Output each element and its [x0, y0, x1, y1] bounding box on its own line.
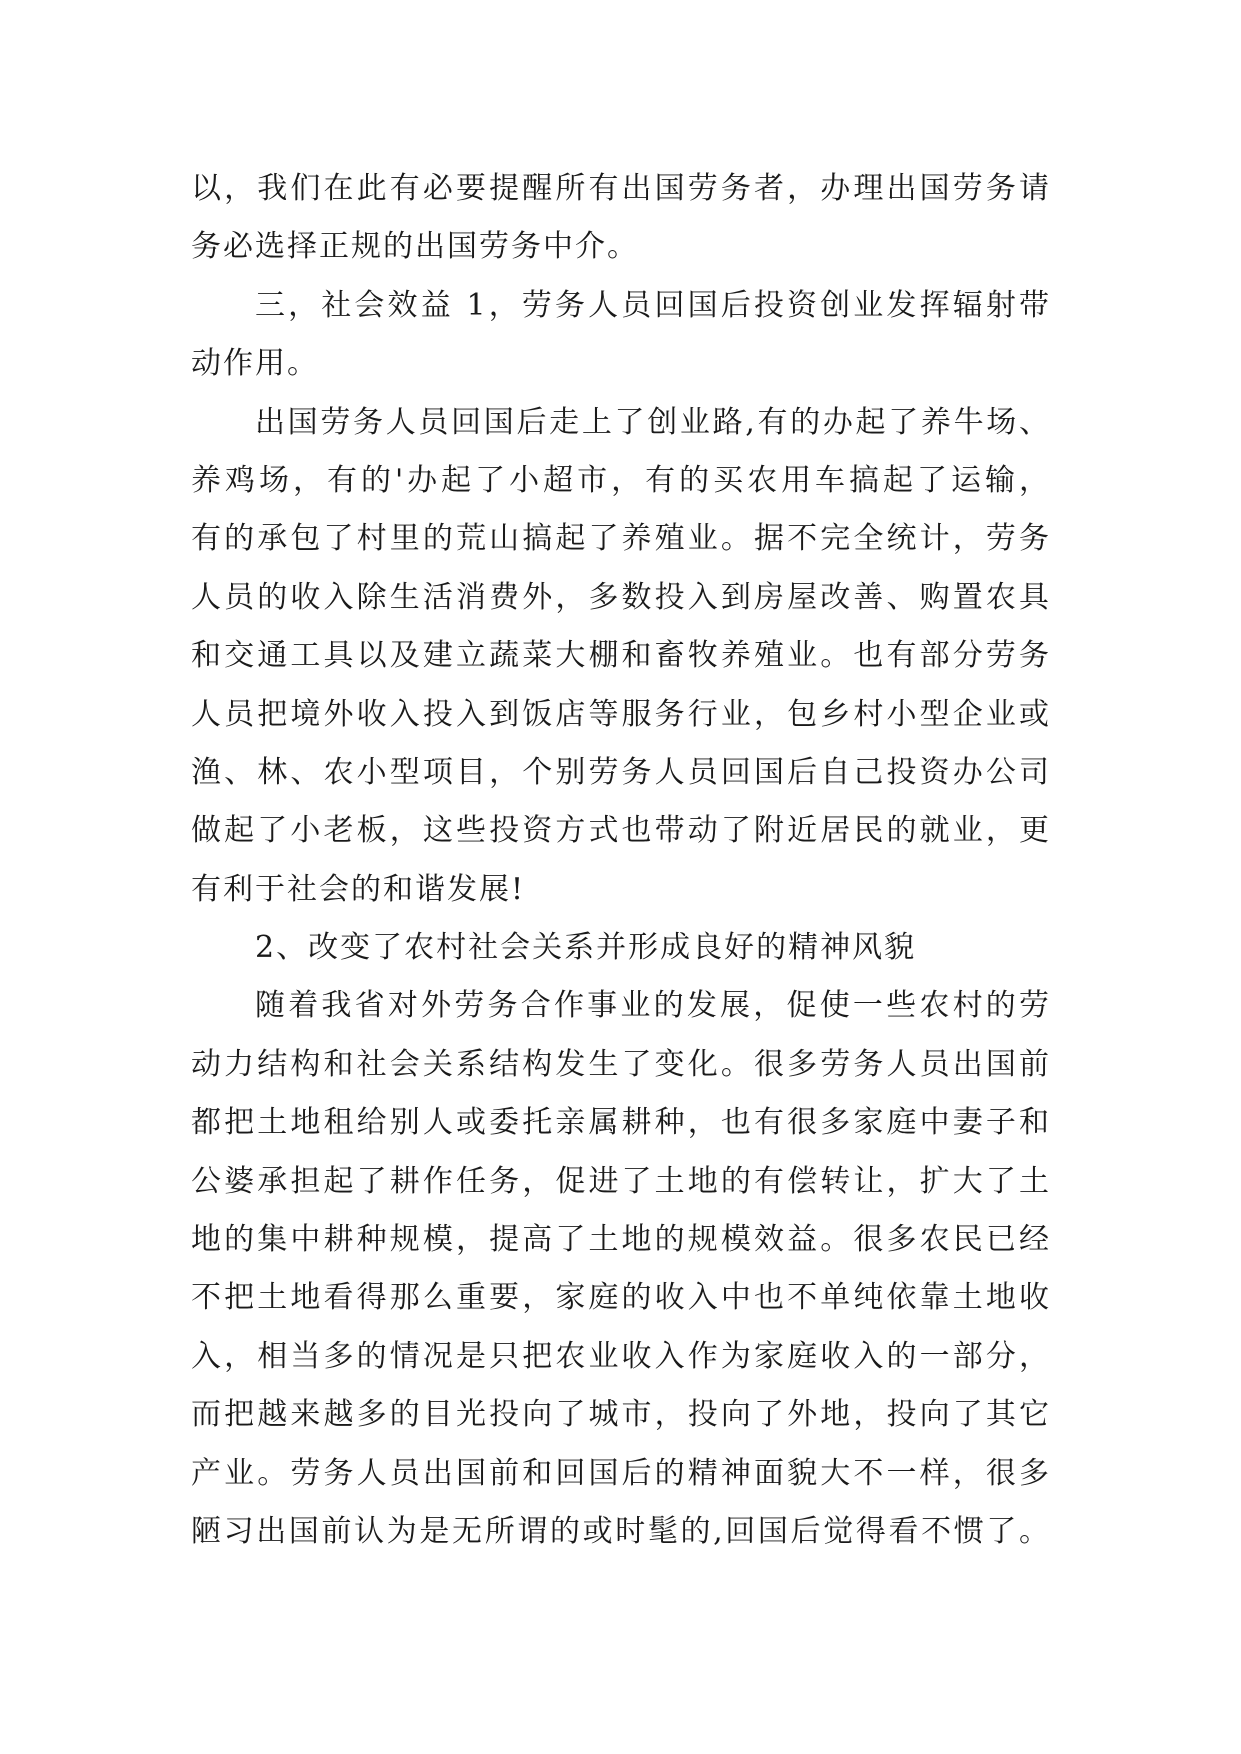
text-line: 人员的收入除生活消费外，多数投入到房屋改善、购置农具 — [191, 579, 1051, 615]
text-line: 做起了小老板，这些投资方式也带动了附近居民的就业，更 — [191, 813, 1051, 849]
text-line: 都把土地租给别人或委托亲属耕种，也有很多家庭中妻子和 — [191, 1105, 1051, 1141]
text-line: 人员把境外收入投入到饭店等服务行业，包乡村小型企业或 — [191, 696, 1051, 732]
text-line: 有利于社会的和谐发展! — [191, 871, 526, 907]
text-line: 务必选择正规的出国劳务中介。 — [191, 229, 639, 265]
text-line: 以，我们在此有必要提醒所有出国劳务者，办理出国劳务请 — [191, 171, 1051, 206]
text-line: 而把越来越多的目光投向了城市，投向了外地，投向了其它 — [191, 1397, 1051, 1433]
text-line: 和交通工具以及建立蔬菜大棚和畜牧养殖业。也有部分劳务 — [191, 638, 1051, 674]
text-line: 动作用。 — [191, 346, 319, 382]
text-line: 养鸡场，有的'办起了小超市，有的买农用车搞起了运输， — [191, 462, 1051, 498]
text-line: 入，相当多的情况是只把农业收入作为家庭收入的一部分， — [191, 1338, 1051, 1374]
text-line: 动力结构和社会关系结构发生了变化。很多劳务人员出国前 — [191, 1046, 1051, 1082]
text-line: 有的承包了村里的荒山搞起了养殖业。据不完全统计，劳务 — [191, 521, 1051, 557]
paragraph-start-line: 随着我省对外劳务合作事业的发展，促使一些农村的劳 — [255, 988, 1051, 1024]
document-body — [191, 160, 1051, 1561]
text-line: 不把土地看得那么重要，家庭的收入中也不单纯依靠土地收 — [191, 1280, 1051, 1316]
text-line: 产业。劳务人员出国前和回国后的精神面貌大不一样，很多 — [191, 1455, 1051, 1491]
subsection-heading-line: 2、改变了农村社会关系并形成良好的精神风貌 — [255, 930, 917, 966]
text-line: 陋习出国前认为是无所谓的或时髦的,回国后觉得看不惯了。 — [191, 1513, 1051, 1549]
text-line: 公婆承担起了耕作任务，促进了土地的有偿转让，扩大了土 — [191, 1163, 1051, 1199]
text-line: 渔、林、农小型项目，个别劳务人员回国后自己投资办公司 — [191, 754, 1051, 790]
paragraph-start-line: 出国劳务人员回国后走上了创业路,有的办起了养牛场、 — [255, 404, 1051, 440]
text-line: 地的集中耕种规模，提高了土地的规模效益。很多农民已经 — [191, 1222, 1051, 1258]
section-heading-line: 三，社会效益 1，劳务人员回国后投资创业发挥辐射带 — [255, 287, 1051, 323]
